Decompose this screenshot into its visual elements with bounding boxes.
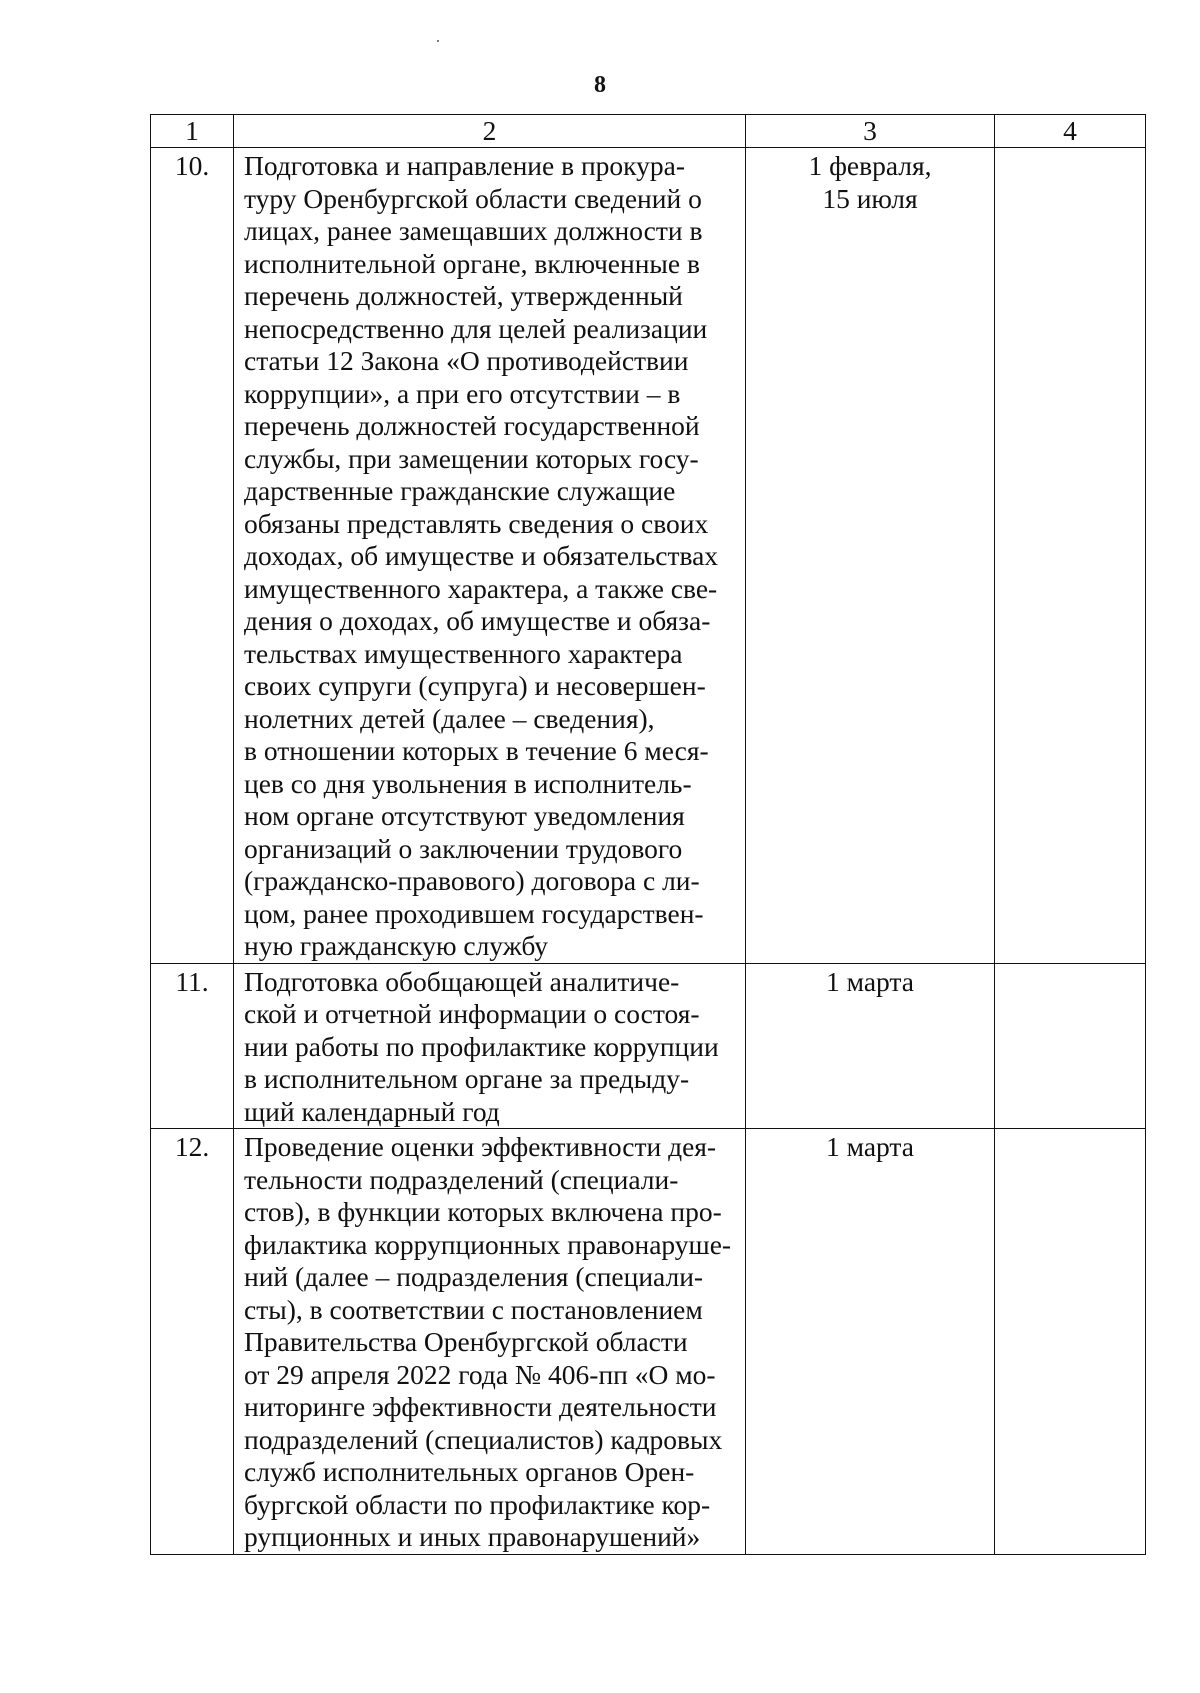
table-row (151, 1129, 1146, 1555)
header-row (151, 115, 1146, 148)
description-line: бургской области по профилактике кор- (244, 1488, 711, 1520)
note-cell (995, 148, 1146, 964)
description-line: непосредственно для целей реализации (244, 312, 708, 344)
measure-description (234, 963, 746, 1129)
description-line: в отношении которых в течение 6 меся- (244, 735, 709, 766)
description-line: доходах, об имуществе и обязательствах (244, 540, 719, 571)
description-line: исполнительной органе, включенные в (244, 247, 700, 279)
description-line: Подготовка обобщающей аналитиче- (244, 965, 680, 997)
description-line: дения о доходах, об имуществе и обяза- (244, 605, 711, 636)
description-line: ний (далее – подразделения (специали- (244, 1261, 704, 1292)
description-line: ской и отчетной информации о состоя- (244, 998, 700, 1029)
description-line: Подготовка и направление в прокура- (244, 150, 686, 181)
description-line: цев со дня увольнения в исполнитель- (244, 767, 692, 799)
description-line: тельности подразделений (специали- (244, 1163, 679, 1195)
header-cell-4: 4 (995, 115, 1146, 148)
table-row (151, 963, 1146, 1129)
row-number: 10. (151, 148, 234, 964)
description-line: Правительства Оренбургской области (244, 1326, 688, 1357)
description-line: лицах, ранее замещавших должности в (244, 215, 703, 246)
description-line: в исполнительном органе за предыду- (244, 1063, 690, 1094)
deadline-line: 15 июля (822, 182, 918, 214)
description-line: рупционных и иных правонарушений» (244, 1521, 701, 1552)
header-cell-3: 3 (746, 115, 995, 148)
scan-speck (437, 40, 439, 42)
description-line: дарственные гражданские служащие (244, 475, 676, 506)
description-line: туру Оренбургской области сведений о (244, 182, 702, 214)
description-line: стов), в функции которых включена про- (244, 1196, 722, 1227)
description-line: Проведение оценки эффективности дея- (244, 1131, 717, 1162)
plan-table (150, 114, 1146, 1555)
deadline-line: 1 февраля, (808, 150, 932, 181)
header-cell-2: 2 (234, 115, 746, 148)
measure-description (234, 148, 746, 964)
description-line: перечень должностей государственной (244, 410, 700, 441)
note-cell (995, 1129, 1146, 1555)
table-body (151, 148, 1146, 1555)
description-line: статьи 12 Закона «О противодействии (244, 345, 689, 376)
description-line: от 29 апреля 2022 года № 406-пп «О мо- (244, 1358, 716, 1390)
description-line: цом, ранее проходившем государствен- (244, 897, 704, 929)
description-line: обязаны представлять сведения о своих (244, 507, 709, 539)
description-line: (гражданско-правового) договора с ли- (244, 865, 700, 896)
description-line: филактика коррупционных правонаруше- (244, 1228, 732, 1260)
description-line: коррупции», а при его отсутствии – в (244, 377, 681, 409)
description-line: щий календарный год (244, 1095, 500, 1127)
deadline-line: 1 марта (826, 1131, 914, 1162)
measure-description (234, 1129, 746, 1555)
description-line: сты), в соответствии с постановлением (244, 1293, 703, 1325)
row-number: 12. (151, 1129, 234, 1555)
description-line: подразделений (специалистов) кадровых (244, 1423, 723, 1455)
description-line: служб исполнительных органов Орен- (244, 1456, 695, 1487)
row-number: 11. (151, 963, 234, 1129)
description-line: ную гражданскую службу (244, 930, 549, 961)
note-cell (995, 963, 1146, 1129)
page-number: 8 (594, 72, 606, 98)
deadline (746, 148, 995, 964)
description-line: нии работы по профилактике коррупции (244, 1030, 719, 1062)
description-line: перечень должностей, утвержденный (244, 280, 683, 311)
deadline-line: 1 марта (826, 965, 914, 997)
header-cell-1: 1 (151, 115, 234, 148)
deadline (746, 1129, 995, 1555)
description-line: тельствах имущественного характера (244, 637, 683, 669)
table-row (151, 148, 1146, 964)
deadline (746, 963, 995, 1129)
description-line: ниторинге эффективности деятельности (244, 1391, 717, 1422)
description-line: организаций о заключении трудового (244, 832, 683, 864)
description-line: службы, при замещении которых госу- (244, 442, 699, 474)
description-line: ном органе отсутствуют уведомления (244, 800, 685, 831)
description-line: своих супруги (супруга) и несовершен- (244, 670, 706, 701)
description-line: имущественного характера, а также све- (244, 572, 718, 604)
description-line: нолетних детей (далее – сведения), (244, 702, 655, 734)
